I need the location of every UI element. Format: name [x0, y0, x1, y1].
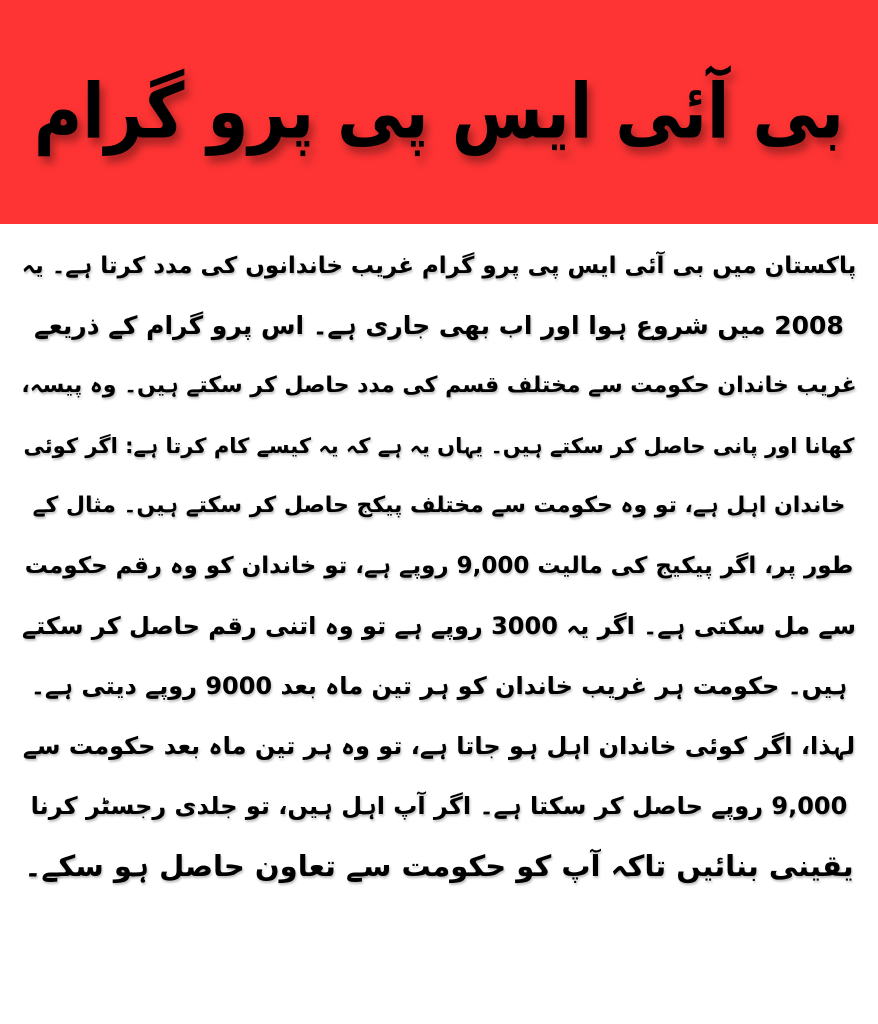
article-line: یقینی بنائیں تاکہ آپ کو حکومت سے تعاون حاصل ہو سکے۔ — [24, 849, 854, 883]
article-body — [20, 236, 858, 896]
title-banner — [0, 0, 878, 224]
article-line: پاکستان میں بی آئی ایس پی پرو گرام غریب خاندانوں کی مدد کرتا ہے۔ یہ — [21, 253, 857, 279]
article-line: 2008 میں شروع ہوا اور اب بھی جاری ہے۔ اس پرو گرام کے ذریعے — [34, 311, 844, 340]
article-line: کھانا اور پانی حاصل کر سکتے ہیں۔ یہاں یہ ہے کہ یہ کیسے کام کرتا ہے: اگر کوئی — [23, 434, 855, 458]
article-line: 9,000 روپے حاصل کر سکتا ہے۔ اگر آپ اہل ہیں، تو جلدی رجسٹر کرنا — [30, 792, 848, 820]
article-line: سے مل سکتی ہے۔ اگر یہ 3000 روپے ہے تو وہ اتنی رقم حاصل کر سکتے — [22, 612, 856, 640]
article-line: ہیں۔ حکومت ہر غریب خاندان کو ہر تین ماہ بعد 9000 روپے دیتی ہے۔ — [30, 672, 848, 700]
article-line: لہذا، اگر کوئی خاندان اہل ہو جاتا ہے، تو وہ ہر تین ماہ بعد حکومت سے — [22, 732, 856, 760]
page-title: بی آئی ایس پی پرو گرام — [33, 67, 845, 156]
article-line: خاندان اہل ہے، تو وہ حکومت سے مختلف پیکج حاصل کر سکتے ہیں۔ مثال کے — [32, 493, 846, 518]
article-line: طور پر، اگر پیکیج کی مالیت 9,000 روپے ہے، تو خاندان کو وہ رقم حکومت — [24, 553, 854, 579]
article-line: غریب خاندان حکومت سے مختلف قسم کی مدد حاصل کر سکتے ہیں۔ وہ پیسہ، — [21, 373, 857, 398]
